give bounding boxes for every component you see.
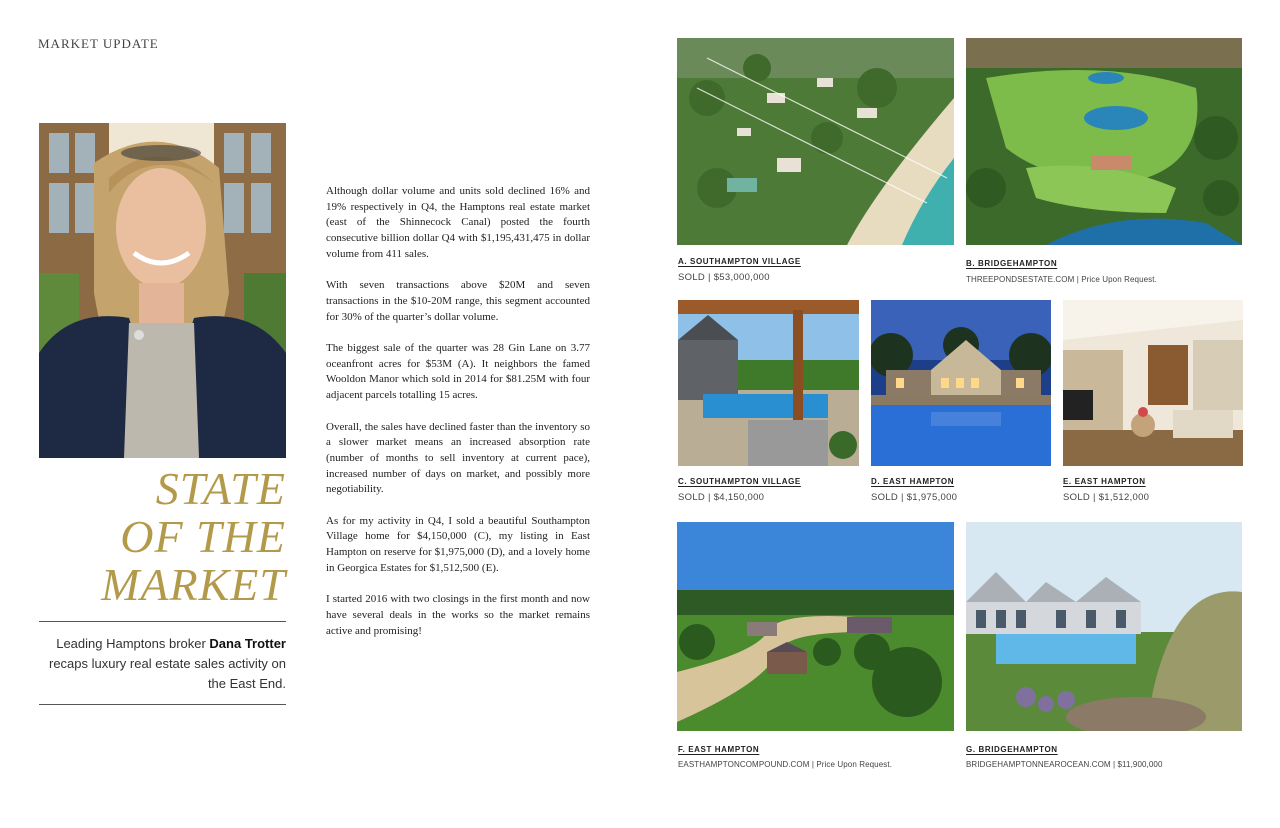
listing-e-title: E. EAST HAMPTON <box>1063 477 1146 486</box>
headline-line: STATE <box>155 463 286 514</box>
body-paragraph: I started 2016 with two closings in the first month and now have several deals in the works so the market remains active and promising! <box>326 593 590 637</box>
article-body <box>326 184 590 655</box>
listing-e-detail: SOLD | $1,512,000 <box>1063 492 1150 503</box>
headline-line: OF THE <box>120 511 286 562</box>
listing-f-photo <box>677 522 954 731</box>
listing-a-title: A. SOUTHAMPTON VILLAGE <box>678 257 801 266</box>
body-paragraph: As for my activity in Q4, I sold a beautiful Southampton Village home for $4,150,000 (C), my listing in East Hampton on reserve for $1,975,000 (D), and a lovely home in Georgica Estates for $1,512,500 (E). <box>326 514 590 574</box>
listing-a-photo <box>677 38 954 245</box>
listing-c-detail: SOLD | $4,150,000 <box>678 492 765 503</box>
divider <box>39 704 286 705</box>
headline-line: MARKET <box>101 559 286 610</box>
listing-d-detail: SOLD | $1,975,000 <box>871 492 958 503</box>
body-paragraph: Overall, the sales have declined faster than the inventory so a slower market means an increased absorption rate (number of months to sell inventory at current pace), increased number of days on market, and possibly more negotiability. <box>326 420 590 496</box>
dek-text: Leading Hamptons broker <box>56 636 210 651</box>
divider <box>39 621 286 622</box>
listing-b-photo <box>966 38 1242 245</box>
listing-f-detail: EASTHAMPTONCOMPOUND.COM | Price Upon Request. <box>678 760 893 769</box>
broker-portrait-photo <box>39 123 286 458</box>
listing-b-detail: THREEPONDSESTATE.COM | Price Upon Request. <box>966 275 1157 284</box>
dek-text: recaps luxury real estate sales activity on the East End. <box>49 656 286 691</box>
section-header: MARKET UPDATE <box>38 36 159 51</box>
listing-g-title: G. BRIDGEHAMPTON <box>966 745 1058 754</box>
body-paragraph: With seven transactions above $20M and seven transactions in the $10-20M range, this segment accounted for 30% of the quarter’s dollar volume. <box>326 279 590 323</box>
listing-d-photo <box>871 300 1051 466</box>
listing-c-title: C. SOUTHAMPTON VILLAGE <box>678 477 801 486</box>
listing-d-title: D. EAST HAMPTON <box>871 477 955 486</box>
listing-c-photo <box>678 300 859 466</box>
article-headline <box>39 465 286 609</box>
listing-g-detail: BRIDGEHAMPTONNEAROCEAN.COM | $11,900,000 <box>966 760 1163 769</box>
author-name: Dana Trotter <box>209 636 286 651</box>
body-paragraph: Although dollar volume and units sold declined 16% and 19% respectively in Q4, the Hamptons real estate market (east of the Shinnecock Canal) posted the fourth consecutive billion dollar Q4 with $1,195,431,475 in dollar volume from 411 sales. <box>326 185 590 260</box>
listing-b-title: B. BRIDGEHAMPTON <box>966 259 1058 268</box>
listing-a-detail: SOLD | $53,000,000 <box>678 272 770 283</box>
listing-e-photo <box>1063 300 1243 466</box>
article-dek <box>39 634 286 694</box>
listing-f-title: F. EAST HAMPTON <box>678 745 760 754</box>
body-paragraph: The biggest sale of the quarter was 28 Gin Lane on 3.77 oceanfront acres for $53M (A). It neighbors the famed Wooldon Manor which sold in 2014 for $81.25M with four adjacent parcels totalling 15 acres. <box>326 342 590 402</box>
listing-g-photo <box>966 522 1242 731</box>
